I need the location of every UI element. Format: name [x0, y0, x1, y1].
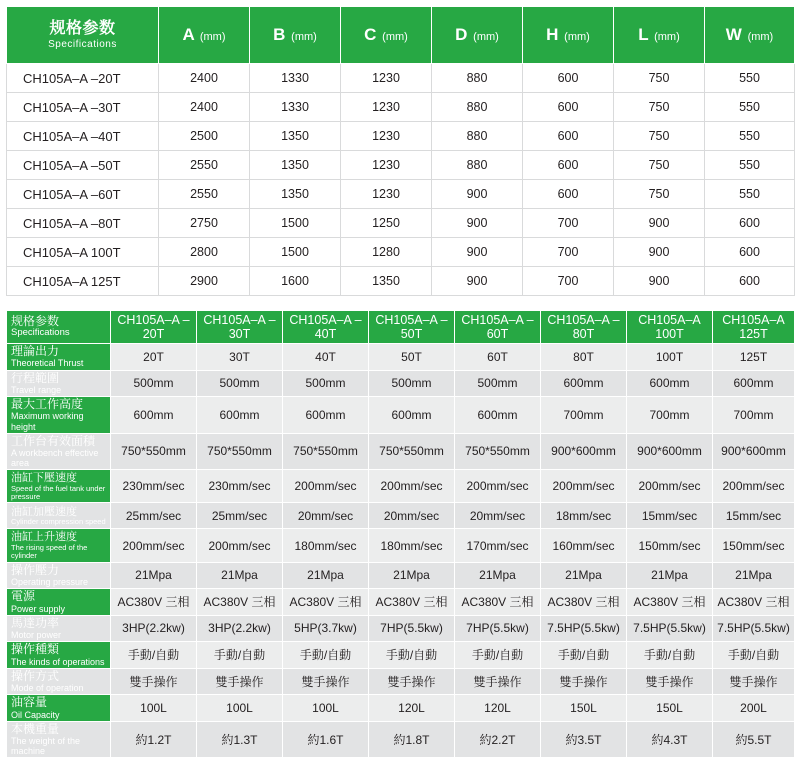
- cell: 750*550mm: [369, 433, 455, 470]
- table-row: [7, 122, 795, 151]
- cell: 600mm: [111, 397, 197, 434]
- row-label-en: The weight of the machine: [11, 736, 81, 757]
- cell: 25mm/sec: [111, 503, 197, 529]
- cell: 100T: [627, 344, 713, 371]
- cell-c: 1280: [341, 238, 432, 267]
- row-label-en: Power supply: [11, 603, 66, 614]
- row-label-travel-range: [7, 370, 111, 397]
- table-row: [7, 642, 795, 669]
- cell: 700mm: [541, 397, 627, 434]
- row-label-operating-pressure: [7, 562, 111, 589]
- header-model-5: CH105A–A –60T: [455, 311, 541, 344]
- header-model-6: CH105A–A –80T: [541, 311, 627, 344]
- cell: 120L: [455, 695, 541, 722]
- cell: 手動/自動: [111, 642, 197, 669]
- cell-d: 880: [432, 93, 523, 122]
- cell: 雙手操作: [627, 668, 713, 695]
- cell: 7.5HP(5.5kw): [713, 615, 795, 642]
- header-specifications-cn: 规格参数: [49, 19, 116, 37]
- cell: 200L: [713, 695, 795, 722]
- cell: 約2.2T: [455, 721, 541, 758]
- header-a: [159, 7, 250, 64]
- cell: 21Mpa: [455, 562, 541, 589]
- row-label-en: Maximum working height: [11, 411, 84, 432]
- row-label-en: A workbench effective area: [11, 448, 99, 469]
- cell: 約1.8T: [369, 721, 455, 758]
- cell: 約1.6T: [283, 721, 369, 758]
- row-label-en: Motor power: [11, 630, 62, 641]
- cell: 約1.2T: [111, 721, 197, 758]
- table-row: [7, 64, 795, 93]
- dimensions-table-head: [7, 7, 795, 64]
- cell: 150L: [627, 695, 713, 722]
- cell-c: 1250: [341, 209, 432, 238]
- row-label-cn: 最大工作高度: [11, 397, 84, 412]
- cell-d: 900: [432, 209, 523, 238]
- header-l: [614, 7, 705, 64]
- cell: 150L: [541, 695, 627, 722]
- cell: 120L: [369, 695, 455, 722]
- cell: 7HP(5.5kw): [455, 615, 541, 642]
- cell-l: 750: [614, 151, 705, 180]
- cell-l: 900: [614, 209, 705, 238]
- row-label-cn: 油缸加壓速度: [11, 506, 77, 519]
- table-row: [7, 209, 795, 238]
- cell-h: 600: [523, 122, 614, 151]
- header-model-1: CH105A–A –20T: [111, 311, 197, 344]
- cell: 600mm: [541, 370, 627, 397]
- row-label-machine-weight: [7, 721, 111, 758]
- cell: 200mm/sec: [627, 470, 713, 503]
- cell: 50T: [369, 344, 455, 371]
- row-label-max-working-height: [7, 397, 111, 434]
- header-h-label: H: [546, 25, 559, 44]
- cell-b: 1330: [250, 93, 341, 122]
- cell: 雙手操作: [713, 668, 795, 695]
- cell-a: 2900: [159, 267, 250, 296]
- cell: 手動/自動: [627, 642, 713, 669]
- header-model-3: CH105A–A –40T: [283, 311, 369, 344]
- table-row: [7, 562, 795, 589]
- row-label-cn: 油容量: [11, 695, 48, 710]
- header-h-unit: (mm): [564, 31, 590, 43]
- cell: 手動/自動: [369, 642, 455, 669]
- cell-d: 880: [432, 122, 523, 151]
- model-name: CH105A–A –50T: [7, 151, 159, 180]
- header-h: [523, 7, 614, 64]
- cell-c: 1230: [341, 93, 432, 122]
- table-row: [7, 695, 795, 722]
- cell-d: 900: [432, 238, 523, 267]
- cell-d: 900: [432, 180, 523, 209]
- row-label-en: Cylinder compression speed: [11, 517, 106, 527]
- cell: 21Mpa: [111, 562, 197, 589]
- table-row: [7, 344, 795, 371]
- cell-a: 2550: [159, 180, 250, 209]
- cell-l: 750: [614, 64, 705, 93]
- cell: 150mm/sec: [627, 529, 713, 562]
- cell: 21Mpa: [197, 562, 283, 589]
- cell: 600mm: [627, 370, 713, 397]
- cell-b: 1350: [250, 180, 341, 209]
- cell: 230mm/sec: [197, 470, 283, 503]
- cell: 500mm: [369, 370, 455, 397]
- row-label-cn: 操作壓力: [11, 562, 60, 577]
- cell-d: 900: [432, 267, 523, 296]
- header-specifications-en: Specifications: [48, 38, 117, 50]
- table-row: [7, 180, 795, 209]
- cell: 750*550mm: [283, 433, 369, 470]
- cell-b: 1500: [250, 209, 341, 238]
- cell: 20mm/sec: [455, 503, 541, 529]
- cell: 7.5HP(5.5kw): [541, 615, 627, 642]
- model-name: CH105A–A –30T: [7, 93, 159, 122]
- cell: AC380V 三相: [713, 589, 795, 616]
- cell: 750*550mm: [455, 433, 541, 470]
- cell: 21Mpa: [283, 562, 369, 589]
- table-row: [7, 529, 795, 562]
- cell-d: 880: [432, 151, 523, 180]
- cell: 750*550mm: [197, 433, 283, 470]
- row-label-workbench-area: [7, 433, 111, 470]
- cell: 15mm/sec: [713, 503, 795, 529]
- table-row: [7, 93, 795, 122]
- row-label-en: Oil Capacity: [11, 709, 60, 720]
- cell-c: 1230: [341, 180, 432, 209]
- header-b-unit: (mm): [291, 31, 317, 43]
- cell-w: 600: [705, 238, 795, 267]
- cell: 約5.5T: [713, 721, 795, 758]
- table-row: [7, 470, 795, 503]
- row-label-motor-power: [7, 615, 111, 642]
- header-d: [432, 7, 523, 64]
- row-label-cylinder-compression-speed: [7, 503, 111, 529]
- cell: 200mm/sec: [713, 470, 795, 503]
- row-label-cn: 油缸上升速度: [11, 531, 77, 544]
- cell: 750*550mm: [111, 433, 197, 470]
- row-label-en: Travel range: [11, 384, 62, 395]
- cell-l: 750: [614, 122, 705, 151]
- row-label-oil-capacity: [7, 695, 111, 722]
- cell: AC380V 三相: [541, 589, 627, 616]
- cell: 約3.5T: [541, 721, 627, 758]
- table-row: [7, 370, 795, 397]
- cell: 600mm: [713, 370, 795, 397]
- cell: 500mm: [197, 370, 283, 397]
- header-c-unit: (mm): [382, 31, 408, 43]
- cell: 200mm/sec: [369, 470, 455, 503]
- cell: 約1.3T: [197, 721, 283, 758]
- row-label-operation-kinds: [7, 642, 111, 669]
- cell-h: 600: [523, 151, 614, 180]
- cell: 900*600mm: [541, 433, 627, 470]
- cell: 3HP(2.2kw): [111, 615, 197, 642]
- cell: 雙手操作: [455, 668, 541, 695]
- cell: 雙手操作: [111, 668, 197, 695]
- cell: 手動/自動: [197, 642, 283, 669]
- header-a-unit: (mm): [199, 31, 226, 43]
- cell-w: 600: [705, 267, 795, 296]
- cell-l: 900: [614, 267, 705, 296]
- cell-w: 550: [705, 151, 795, 180]
- cell-a: 2550: [159, 151, 250, 180]
- cell: 900*600mm: [627, 433, 713, 470]
- cell: 手動/自動: [713, 642, 795, 669]
- cell: 20mm/sec: [283, 503, 369, 529]
- header-model-4: CH105A–A –50T: [369, 311, 455, 344]
- cell-w: 550: [705, 93, 795, 122]
- row-label-cn: 操作種類: [11, 642, 60, 657]
- row-label-en: Theoretical Thrust: [11, 358, 84, 369]
- cell: 200mm/sec: [283, 470, 369, 503]
- row-label-en: The rising speed of the cylinder: [11, 542, 88, 561]
- cell-b: 1350: [250, 122, 341, 151]
- cell: 180mm/sec: [283, 529, 369, 562]
- model-name: CH105A–A –80T: [7, 209, 159, 238]
- cell: 700mm: [713, 397, 795, 434]
- row-label-cn: 本機重量: [11, 721, 60, 736]
- row-label-cn: 行程範圍: [11, 370, 60, 385]
- header-c: [341, 7, 432, 64]
- table-row: [7, 589, 795, 616]
- cell: 21Mpa: [713, 562, 795, 589]
- cell-h: 700: [523, 209, 614, 238]
- cell: 雙手操作: [197, 668, 283, 695]
- table-row: [7, 238, 795, 267]
- model-name: CH105A–A 100T: [7, 238, 159, 267]
- cell: 125T: [713, 344, 795, 371]
- cell: 手動/自動: [541, 642, 627, 669]
- cell: 100L: [283, 695, 369, 722]
- cell: 180mm/sec: [369, 529, 455, 562]
- technical-parameters-table: [6, 310, 795, 758]
- technical-table-body: [7, 344, 795, 758]
- row-label-power-supply: [7, 589, 111, 616]
- cell-b: 1330: [250, 64, 341, 93]
- cell: 160mm/sec: [541, 529, 627, 562]
- cell: 7HP(5.5kw): [369, 615, 455, 642]
- cell: 18mm/sec: [541, 503, 627, 529]
- row-label-theoretical-thrust: [7, 344, 111, 371]
- cell: 500mm: [283, 370, 369, 397]
- table-row: [7, 668, 795, 695]
- header-specifications-2-en: Specifications: [11, 327, 70, 339]
- table-row: [7, 503, 795, 529]
- table-row: [7, 721, 795, 758]
- cell: 200mm/sec: [455, 470, 541, 503]
- cell-c: 1230: [341, 151, 432, 180]
- cell-b: 1500: [250, 238, 341, 267]
- model-name: CH105A–A –20T: [7, 64, 159, 93]
- header-model-7: CH105A–A 100T: [627, 311, 713, 344]
- cell: 600mm: [455, 397, 541, 434]
- cell: 7.5HP(5.5kw): [627, 615, 713, 642]
- cell: 500mm: [455, 370, 541, 397]
- row-label-cn: 理論出力: [11, 344, 60, 358]
- cell-h: 600: [523, 180, 614, 209]
- cell: 3HP(2.2kw): [197, 615, 283, 642]
- cell: 手動/自動: [283, 642, 369, 669]
- cell: 80T: [541, 344, 627, 371]
- row-label-mode-of-operation: [7, 668, 111, 695]
- header-model-8: CH105A–A 125T: [713, 311, 795, 344]
- cell: 100L: [111, 695, 197, 722]
- cell-c: 1230: [341, 122, 432, 151]
- cell-h: 700: [523, 267, 614, 296]
- cell: 雙手操作: [541, 668, 627, 695]
- cell: 雙手操作: [369, 668, 455, 695]
- cell: 230mm/sec: [111, 470, 197, 503]
- cell-w: 550: [705, 180, 795, 209]
- model-name: CH105A–A 125T: [7, 267, 159, 296]
- cell: AC380V 三相: [283, 589, 369, 616]
- cell-a: 2800: [159, 238, 250, 267]
- cell-c: 1350: [341, 267, 432, 296]
- table-row: [7, 615, 795, 642]
- cell: 200mm/sec: [197, 529, 283, 562]
- cell: AC380V 三相: [627, 589, 713, 616]
- cell-a: 2400: [159, 93, 250, 122]
- row-label-en: Operating pressure: [11, 577, 89, 588]
- table-header-row: [7, 311, 795, 344]
- cell: 5HP(3.7kw): [283, 615, 369, 642]
- row-label-cylinder-rising-speed: [7, 529, 111, 562]
- row-label-cylinder-down-speed: [7, 470, 111, 503]
- header-specifications-2-cn: 规格参数: [11, 313, 60, 328]
- cell-d: 880: [432, 64, 523, 93]
- cell: 200mm/sec: [541, 470, 627, 503]
- cell-b: 1350: [250, 151, 341, 180]
- table-row: [7, 397, 795, 434]
- cell-a: 2750: [159, 209, 250, 238]
- cell-h: 600: [523, 64, 614, 93]
- cell: 600mm: [283, 397, 369, 434]
- header-model-2: CH105A–A –30T: [197, 311, 283, 344]
- cell: 手動/自動: [455, 642, 541, 669]
- cell: 21Mpa: [627, 562, 713, 589]
- header-l-unit: (mm): [654, 31, 680, 43]
- row-label-en: The kinds of operations: [11, 656, 105, 667]
- cell: 40T: [283, 344, 369, 371]
- cell-w: 600: [705, 209, 795, 238]
- header-w: [705, 7, 795, 64]
- cell-a: 2400: [159, 64, 250, 93]
- header-d-unit: (mm): [473, 31, 499, 43]
- cell: 約4.3T: [627, 721, 713, 758]
- cell: 20T: [111, 344, 197, 371]
- cell: 15mm/sec: [627, 503, 713, 529]
- table-row: [7, 151, 795, 180]
- cell-h: 600: [523, 93, 614, 122]
- row-label-cn: 電源: [11, 589, 36, 604]
- cell: 100L: [197, 695, 283, 722]
- header-b-label: B: [273, 25, 286, 44]
- row-label-en: Speed of the fuel tank under pressure: [11, 483, 106, 502]
- technical-table-head: [7, 311, 795, 344]
- cell-c: 1230: [341, 64, 432, 93]
- row-label-cn: 操作方式: [11, 668, 60, 683]
- table-row: [7, 433, 795, 470]
- model-name: CH105A–A –40T: [7, 122, 159, 151]
- cell-l: 750: [614, 180, 705, 209]
- table-header-row: [7, 7, 795, 64]
- cell: AC380V 三相: [197, 589, 283, 616]
- cell-l: 750: [614, 93, 705, 122]
- cell: AC380V 三相: [455, 589, 541, 616]
- model-name: CH105A–A –60T: [7, 180, 159, 209]
- header-l-label: L: [638, 25, 649, 44]
- header-b: [250, 7, 341, 64]
- cell: 900*600mm: [713, 433, 795, 470]
- row-label-cn: 油缸下壓速度: [11, 472, 77, 485]
- header-d-label: D: [455, 25, 468, 44]
- cell: 200mm/sec: [111, 529, 197, 562]
- cell: AC380V 三相: [111, 589, 197, 616]
- cell-a: 2500: [159, 122, 250, 151]
- row-label-en: Mode of operation: [11, 683, 84, 694]
- row-label-cn: 馬達功率: [11, 615, 60, 630]
- cell-w: 550: [705, 122, 795, 151]
- header-c-label: C: [364, 25, 377, 44]
- cell: 21Mpa: [541, 562, 627, 589]
- cell-w: 550: [705, 64, 795, 93]
- cell: 雙手操作: [283, 668, 369, 695]
- dimensions-table: [6, 6, 795, 296]
- cell: 21Mpa: [369, 562, 455, 589]
- cell: 170mm/sec: [455, 529, 541, 562]
- row-label-cn: 工作台有效面積: [11, 433, 96, 448]
- cell-h: 700: [523, 238, 614, 267]
- cell-l: 900: [614, 238, 705, 267]
- cell: 20mm/sec: [369, 503, 455, 529]
- cell: AC380V 三相: [369, 589, 455, 616]
- table-row: [7, 267, 795, 296]
- header-w-unit: (mm): [747, 31, 774, 43]
- cell: 60T: [455, 344, 541, 371]
- cell-b: 1600: [250, 267, 341, 296]
- cell: 700mm: [627, 397, 713, 434]
- header-w-label: W: [725, 25, 743, 44]
- cell: 500mm: [111, 370, 197, 397]
- header-a-label: A: [182, 25, 195, 44]
- table-divider: [6, 296, 794, 310]
- cell: 30T: [197, 344, 283, 371]
- cell: 25mm/sec: [197, 503, 283, 529]
- cell: 600mm: [369, 397, 455, 434]
- header-specifications: [7, 7, 159, 64]
- cell: 150mm/sec: [713, 529, 795, 562]
- dimensions-table-body: [7, 64, 795, 296]
- header-specifications-2: [7, 311, 111, 344]
- cell: 600mm: [197, 397, 283, 434]
